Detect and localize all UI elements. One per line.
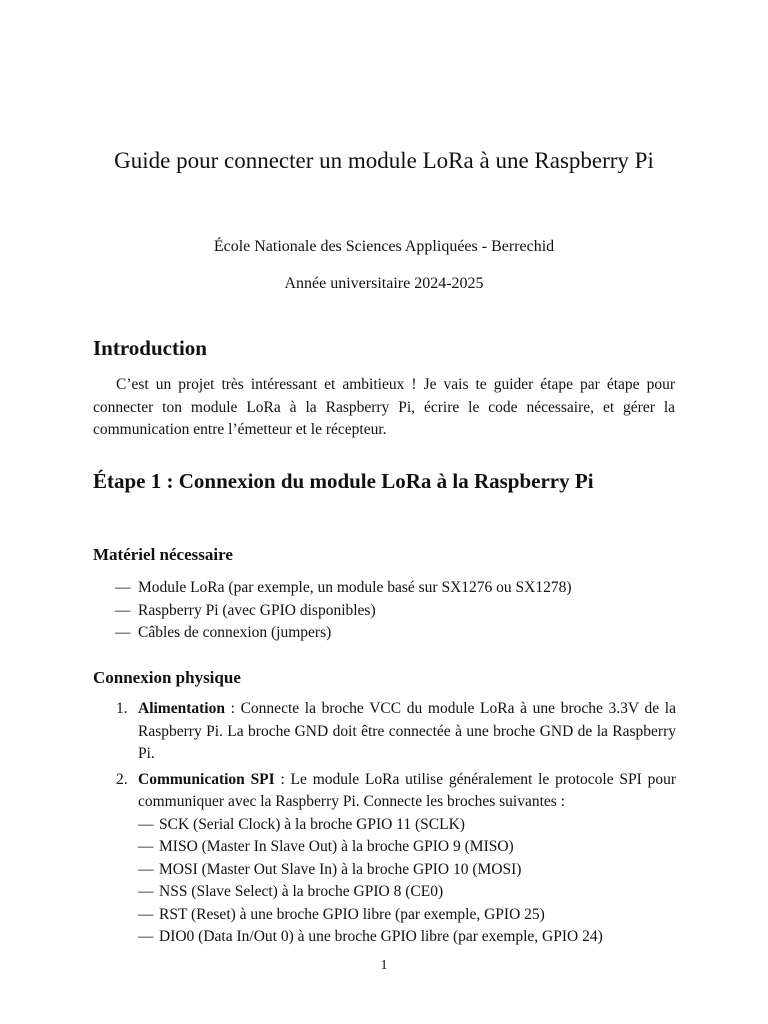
dash-bullet: — bbox=[138, 928, 154, 945]
numbered-item: 1. Alimentation : Connecte la broche VCC du module LoRa à une broche 3.3V de la Raspberry Pi. La broche GND doit être connectée à une broche GND de la Raspberry Pi. bbox=[116, 700, 676, 762]
item-label: Alimentation bbox=[138, 700, 225, 717]
sub-list-item: — MOSI (Master Out Slave In) à la broche GPIO 10 (MOSI) bbox=[138, 859, 676, 882]
dash-bullet: — bbox=[138, 838, 154, 855]
school-name: École Nationale des Sciences Appliquées - Berrechid bbox=[213, 238, 555, 255]
dash-bullet: — bbox=[138, 860, 154, 878]
intro-paragraph: C’est un projet très intéressant et ambitieux ! Je vais te guider étape par étape pour connecter ton module LoRa à la Raspberry Pi, écrire le code nécessaire, et gérer la communication entre l’émetteur et le récepteur. bbox=[93, 376, 675, 438]
sub-list-item: — RST (Reset) à une broche GPIO libre (par exemple, GPIO 25) bbox=[138, 904, 676, 927]
list-item: — Module LoRa (par exemple, un module basé sur SX1276 ou SX1278) bbox=[115, 577, 572, 600]
sub-list-item: — SCK (Serial Clock) à la broche GPIO 11 (SCLK) bbox=[138, 814, 676, 837]
numbered-item: 2. Communication SPI : Le module LoRa utilise généralement le protocole SPI pour communiquer avec la Raspberry Pi. Connecte les broches suivantes : — SCK (Serial Clock) à la broche GPIO 11 (SCLK) — MISO (Master In Slave Out) à la broche GPIO 9 (MISO) — MOSI (Master Out Slave In) à la broche GPIO 10 (MOSI) — NSS (Slave Select) à la broche GPIO 8 (CE0) — RST (Reset) à une broche GPIO libre (par exemple, GPIO 25) — DIO0 (Data In/Out 0) à une broche GPIO libre (par exemple, GPIO 24) bbox=[116, 769, 676, 949]
list-item: — Raspberry Pi (avec GPIO disponibles) bbox=[115, 600, 572, 623]
item-label: Communication SPI bbox=[138, 770, 275, 788]
sub-list-item: — NSS (Slave Select) à la broche GPIO 8 (CE0) bbox=[138, 881, 676, 904]
sub-list-item: — MISO (Master In Slave Out) à la broche GPIO 9 (MISO) bbox=[138, 836, 676, 859]
document-title: Guide pour connecter un module LoRa à une Raspberry Pi bbox=[114, 148, 654, 173]
academic-year: Année universitaire 2024-2025 bbox=[284, 275, 484, 292]
dash-bullet: — bbox=[138, 883, 154, 900]
dash-bullet: — bbox=[138, 815, 154, 833]
materiel-heading: Matériel nécessaire bbox=[93, 545, 233, 564]
dash-bullet: — bbox=[115, 601, 131, 619]
page-number: 1 bbox=[380, 958, 388, 973]
sub-list-item: — DIO0 (Data In/Out 0) à une broche GPIO libre (par exemple, GPIO 24) bbox=[138, 926, 676, 949]
connexion-list bbox=[116, 698, 676, 952]
connexion-heading: Connexion physique bbox=[93, 668, 241, 687]
dash-bullet: — bbox=[115, 579, 131, 596]
dash-bullet: — bbox=[138, 905, 154, 923]
list-item: — Câbles de connexion (jumpers) bbox=[115, 622, 572, 645]
materiel-list bbox=[115, 577, 572, 645]
intro-heading: Introduction bbox=[93, 336, 207, 360]
step1-heading: Étape 1 : Connexion du module LoRa à la Raspberry Pi bbox=[93, 469, 594, 493]
dash-bullet: — bbox=[115, 624, 131, 641]
